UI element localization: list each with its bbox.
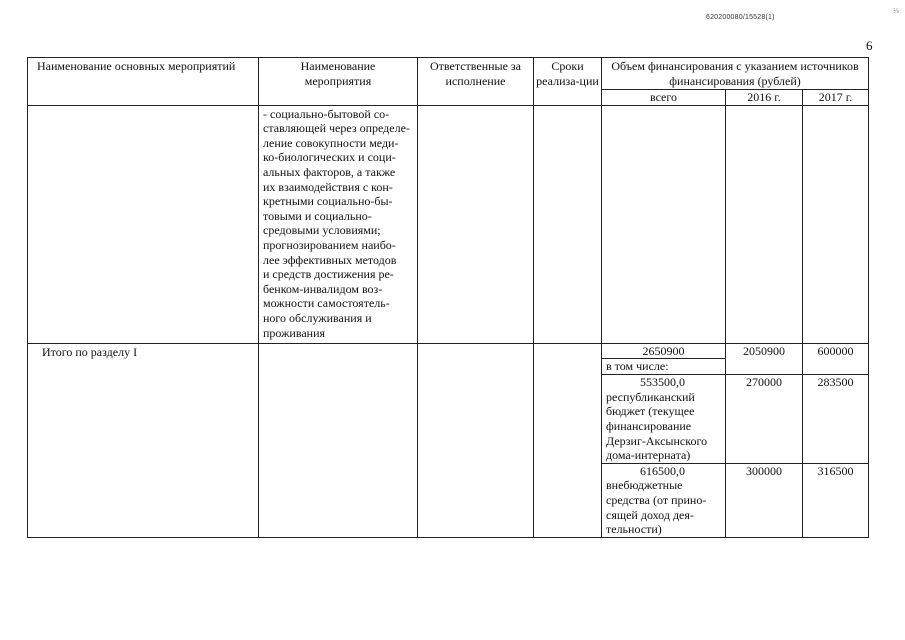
cell-empty [726,105,803,343]
header-2017: 2017 г. [803,90,869,106]
republic-budget-amount: 553500,0 [640,375,685,390]
cell-empty [28,105,259,343]
corner-mark: ⅛ [893,8,899,15]
section-total-2017: 600000 [803,343,869,375]
extrabudget-cell [602,463,726,537]
republic-budget-2017: 283500 [803,375,869,464]
extrabudget-amount: 616500,0 [640,463,685,478]
section-total-sum: 2650900 [602,343,726,359]
cell-empty [534,343,602,537]
extrabudget-2017: 316500 [803,463,869,537]
header-total: всего [602,90,726,106]
funding-table [27,57,869,538]
section-total-label: Итого по разделу I [28,343,259,537]
header-terms: Сроки реализа-ции [534,58,602,106]
cell-empty [418,343,534,537]
extrabudget-2016: 300000 [726,463,803,537]
header-activity-name: Наименование мероприятия [259,58,418,106]
republic-budget-description: республиканский бюджет (текущее финансирование Дерзиг-Аксынского дома-интерната) [606,389,708,463]
cell-empty [418,105,534,343]
page-number: 6 [866,38,873,53]
extrabudget-description: внебюджетные средства (от прино- сящей доход дея- тельности) [606,478,707,537]
cell-empty [602,105,726,343]
continuation-description: - социально-бытовой со- ставляющей через определе- ление совокупности меди- ко-биологических и соци- альных факторов, а также их взаимодействия с кон- кретными социально-бы- товыми и социально- средовыми условиями; прогнозированием наибо- лее эффективных методов и средств достижения ре- бенком-инвалидом воз- можности самостоятель- ного обслуживания и проживания [259,105,418,343]
header-main-activities: Наименование основных мероприятий [28,58,259,106]
cell-empty [259,343,418,537]
document-id: 620200080/15528(1) [706,14,775,21]
header-funding: Объем финансирования с указанием источников финансирования (рублей) [602,58,869,90]
including-label: в том числе: [602,359,726,375]
header-2016: 2016 г. [726,90,803,106]
republic-budget-cell [602,375,726,464]
republic-budget-2016: 270000 [726,375,803,464]
cell-empty [803,105,869,343]
header-responsible: Ответственные за исполнение [418,58,534,106]
cell-empty [534,105,602,343]
section-total-2016: 2050900 [726,343,803,375]
